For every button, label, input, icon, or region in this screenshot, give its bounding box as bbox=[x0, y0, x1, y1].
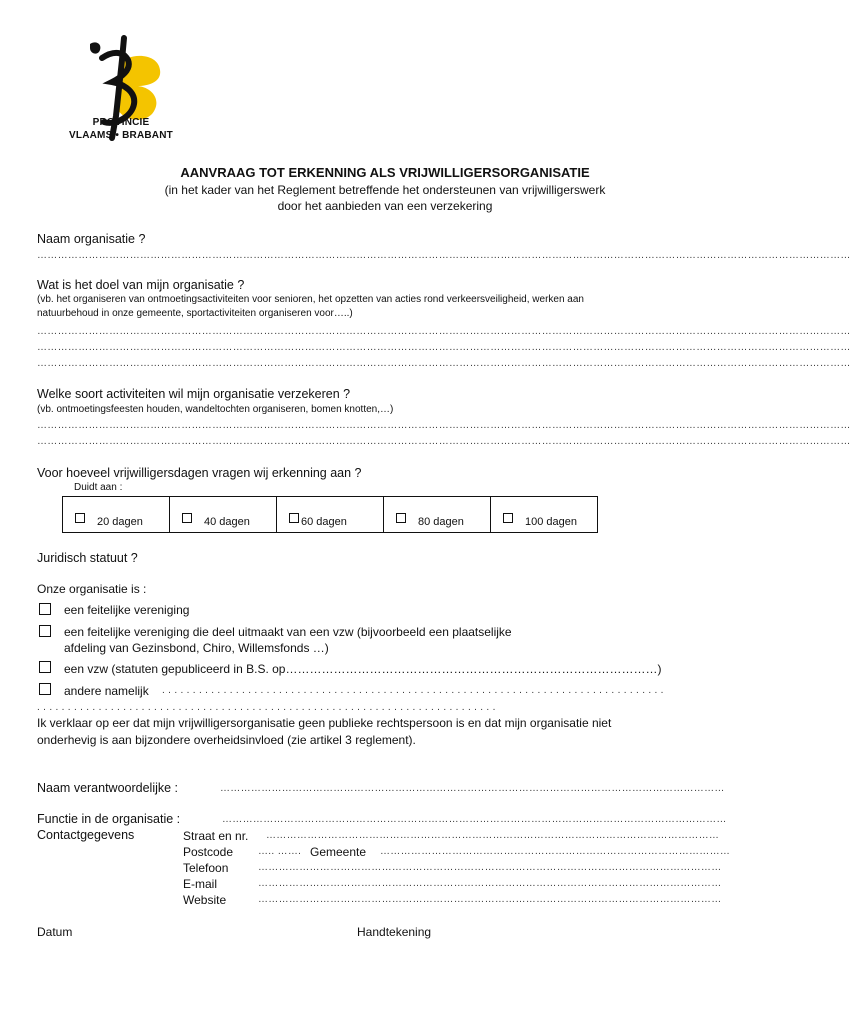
postcode-field[interactable]: ….. ……. bbox=[258, 846, 302, 857]
juridisch-option-4: andere namelijk bbox=[64, 684, 149, 698]
checkbox-icon bbox=[396, 513, 406, 523]
andere-namelijk-field-2[interactable]: . . . . . . . . . . . . . . . . . . . . . . . . . . . . . . . . . . . . . . . . . . . . . . . . . . . . . . . . . . . . . . . . . . . . . . . . . . . bbox=[37, 702, 496, 713]
dagen-label: Voor hoeveel vrijwilligersdagen vragen wij erkenning aan ? bbox=[37, 466, 362, 480]
checkbox-icon bbox=[75, 513, 85, 523]
naam-verantwoordelijke-label: Naam verantwoordelijke : bbox=[37, 781, 179, 795]
dagen-option-20[interactable]: 20 dagen bbox=[63, 497, 170, 532]
straat-label: Straat en nr. bbox=[183, 829, 249, 843]
naam-verantwoordelijke-field[interactable]: ………………………………………………………………………………………………………………………………… bbox=[220, 783, 725, 794]
doel-field-1[interactable]: ………………………………………………………………………………………………………………………………………………………………………………………………………………… bbox=[37, 326, 851, 337]
gemeente-label: Gemeente bbox=[310, 845, 367, 859]
website-label: Website bbox=[183, 893, 227, 907]
verklaring-line1: Ik verklaar op eer dat mijn vrijwilligersorganisatie geen publieke rechtspersoon is en dat mijn organisatie niet bbox=[37, 716, 612, 730]
andere-namelijk-field[interactable]: . . . . . . . . . . . . . . . . . . . . . . . . . . . . . . . . . . . . . . . . . . . . . . . . . . . . . . . . . . . . . . . . . . . . . . . . . . . . . . . . . . bbox=[162, 685, 664, 696]
dagen-option-100[interactable]: 100 dagen bbox=[491, 497, 597, 532]
dagen-option-40[interactable]: 40 dagen bbox=[170, 497, 277, 532]
doel-field-3[interactable]: ………………………………………………………………………………………………………………………………………………………………………………………………………………… bbox=[37, 358, 851, 369]
subtitle-line2: door het aanbieden van een verzekering bbox=[277, 199, 493, 213]
juridisch-option-3: een vzw (statuten gepubliceerd in B.S. op…………………………………………………………………………………) bbox=[64, 662, 662, 676]
email-field[interactable]: ……………………………………………………………………………………………………………………… bbox=[258, 878, 722, 889]
juridisch-checkbox-1[interactable] bbox=[39, 603, 51, 615]
subtitle-line1: (in het kader van het Reglement betreffende het ondersteunen van vrijwilligerswerk bbox=[164, 183, 606, 197]
doel-hint-1: (vb. het organiseren van ontmoetingsactiviteiten voor senioren, het opzetten van acties rond verkeersveiligheid, werken aan bbox=[37, 294, 584, 305]
activiteiten-field-2[interactable]: ………………………………………………………………………………………………………………………………………………………………………………………………………………… bbox=[37, 436, 851, 447]
juridisch-checkbox-3[interactable] bbox=[39, 661, 51, 673]
contactgegevens-label: Contactgegevens bbox=[37, 828, 135, 842]
verklaring-line2: onderhevig is aan bijzondere overheidsinvloed (zie artikel 3 reglement). bbox=[37, 733, 416, 747]
activiteiten-field-1[interactable]: ………………………………………………………………………………………………………………………………………………………………………………………………………………… bbox=[37, 420, 851, 431]
dagen-options-table bbox=[62, 496, 598, 533]
juridisch-label: Juridisch statuut ? bbox=[37, 551, 138, 565]
juridisch-checkbox-2[interactable] bbox=[39, 625, 51, 637]
juridisch-option-2a: een feitelijke vereniging die deel uitmaakt van een vzw (bijvoorbeeld een plaatselijke bbox=[64, 625, 512, 639]
logo-line2: VLAAMS • BRABANT bbox=[69, 130, 173, 141]
checkbox-icon bbox=[503, 513, 513, 523]
dagen-hint: Duidt aan : bbox=[74, 482, 123, 493]
dagen-option-80[interactable]: 80 dagen bbox=[384, 497, 491, 532]
juridisch-option-2b: afdeling van Gezinsbond, Chiro, Willemsfonds …) bbox=[64, 641, 329, 655]
logo-black-dot bbox=[90, 42, 100, 53]
doel-hint-2: natuurbehoud in onze gemeente, sportactiviteiten organiseren voor…..) bbox=[37, 308, 353, 319]
juridisch-option-1: een feitelijke vereniging bbox=[64, 603, 190, 617]
functie-field[interactable]: ………………………………………………………………………………………………………………………………… bbox=[222, 814, 727, 825]
website-field[interactable]: ……………………………………………………………………………………………………………………… bbox=[258, 894, 722, 905]
datum-label: Datum bbox=[37, 925, 73, 939]
doel-label: Wat is het doel van mijn organisatie ? bbox=[37, 278, 245, 292]
gemeente-field[interactable]: ………………………………………………………………………………………… bbox=[380, 846, 731, 857]
juridisch-checkbox-4[interactable] bbox=[39, 683, 51, 695]
doel-field-2[interactable]: ………………………………………………………………………………………………………………………………………………………………………………………………………………… bbox=[37, 342, 851, 353]
straat-field[interactable]: …………………………………………………………………………………………………………………… bbox=[266, 830, 720, 841]
naam-organisatie-label: Naam organisatie ? bbox=[37, 232, 146, 246]
activiteiten-label: Welke soort activiteiten wil mijn organisatie verzekeren ? bbox=[37, 387, 351, 401]
checkbox-icon bbox=[289, 513, 299, 523]
naam-organisatie-field[interactable]: ………………………………………………………………………………………………………………………………………………………………………………………………………………… bbox=[37, 250, 851, 261]
telefoon-label: Telefoon bbox=[183, 861, 229, 875]
juridisch-intro: Onze organisatie is : bbox=[37, 582, 147, 596]
handtekening-label: Handtekening bbox=[357, 925, 432, 939]
logo-line1: PROVINCIE bbox=[92, 117, 150, 128]
page-title: AANVRAAG TOT ERKENNING ALS VRIJWILLIGERSORGANISATIE bbox=[180, 165, 590, 180]
telefoon-field[interactable]: ……………………………………………………………………………………………………………………… bbox=[258, 862, 722, 873]
functie-label: Functie in de organisatie : bbox=[37, 812, 181, 826]
postcode-label: Postcode bbox=[183, 845, 234, 859]
activiteiten-hint: (vb. ontmoetingsfeesten houden, wandeltochten organiseren, bomen knotten,…) bbox=[37, 404, 394, 415]
email-label: E-mail bbox=[183, 877, 218, 891]
checkbox-icon bbox=[182, 513, 192, 523]
dagen-option-60[interactable]: 60 dagen bbox=[277, 497, 384, 532]
